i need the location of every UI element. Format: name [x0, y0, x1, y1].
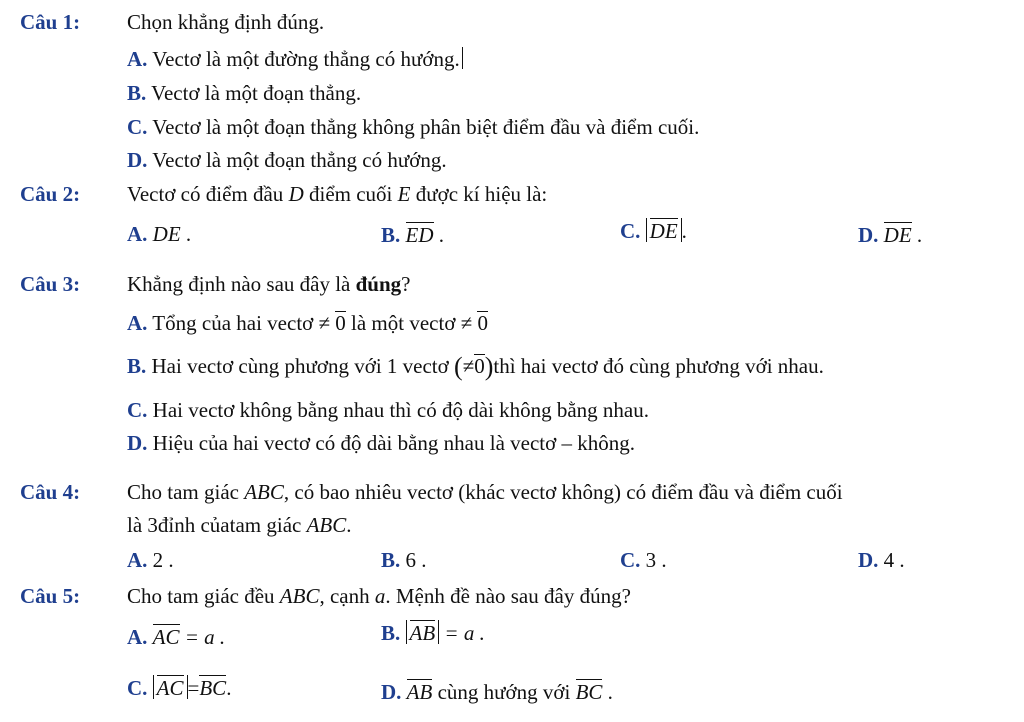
q5-option-c-label: C. [127, 676, 148, 700]
q5-option-c-rest: . [226, 676, 232, 700]
q3-option-d-label: D. [127, 431, 148, 455]
q4-option-c-label: C. [620, 548, 641, 572]
q5-option-c [127, 675, 231, 701]
q3-option-c [127, 398, 649, 423]
q2-stem-var-d: D [288, 182, 304, 206]
q4-option-c-text: 3 . [645, 548, 667, 572]
q3-option-b-label: B. [127, 354, 147, 378]
q5-option-b [381, 620, 485, 646]
zero-vector: 0 [474, 354, 485, 378]
q5-option-c-vector-2: BC [199, 676, 227, 700]
q3-option-d-text: Hiệu của hai vectơ có độ dài bằng nhau là vectơ – không. [152, 431, 635, 455]
q3-option-a-text-2: là một vectơ ≠ [351, 311, 473, 335]
q1-option-d-text: Vectơ là một đoạn thẳng có hướng. [152, 148, 447, 172]
q2-number: Câu 2: [20, 182, 81, 206]
q2-option-d-vector: DE [883, 223, 912, 247]
q4-option-d-text: 4 . [883, 548, 905, 572]
q3-option-b: B. Hai vectơ cùng phương với 1 vectơ (≠0)thì hai vectơ đó cùng phương với nhau. [127, 352, 824, 381]
q1-option-c [127, 115, 699, 140]
zero-vector: 0 [335, 311, 346, 335]
q4-stem [127, 480, 843, 505]
q1-stem: Chọn khẳng định đúng. [127, 10, 325, 34]
q5-option-a-label: A. [127, 625, 148, 649]
q2-option-c-label: C. [620, 219, 641, 243]
zero-vector: 0 [477, 311, 488, 335]
q1-option-c-text: Vectơ là một đoạn thẳng không phân biệt điểm đầu và điểm cuối. [152, 115, 700, 139]
q4-stem-line-2 [127, 513, 352, 538]
q1-option-d-label: D. [127, 148, 148, 172]
q5-stem-text-2: , cạnh [319, 584, 370, 608]
q2-option-c-abs [646, 218, 682, 242]
q3-number: Câu 3: [20, 272, 81, 296]
q5-option-d-text: cùng hướng với [437, 680, 571, 704]
text-cursor [462, 47, 463, 69]
q4-stem2-text: là 3đỉnh củatam giác [127, 513, 302, 537]
q5-stem-var-abc: ABC [279, 584, 320, 608]
q4-number: Câu 4: [20, 480, 81, 504]
q5-option-d-label: D. [381, 680, 402, 704]
q3-option-c-text: Hai vectơ không bằng nhau thì có độ dài không bằng nhau. [152, 398, 650, 422]
q4-option-d [858, 548, 905, 573]
q2-stem-var-e: E [397, 182, 411, 206]
q2-option-d-label: D. [858, 223, 879, 247]
q4-stem-text-2: , có bao nhiêu vectơ (khác vectơ không) có điểm đầu và điểm cuối [283, 480, 843, 504]
q1-number: Câu 1: [20, 10, 81, 34]
q5-stem-var-a: a [374, 584, 386, 608]
q5-option-a-rest: = a . [184, 625, 226, 649]
q2-option-b-label: B. [381, 223, 401, 247]
q1-option-c-label: C. [127, 115, 148, 139]
q5-number: Câu 5: [20, 584, 81, 608]
q5-option-d-rest: . [607, 680, 613, 704]
q2-stem-text-3: được kí hiệu là: [415, 182, 548, 206]
q4-option-b-label: B. [381, 548, 401, 572]
q4-stem2-end: . [346, 513, 352, 537]
q2-stem-text-2: điểm cuối [308, 182, 393, 206]
q3-stem-text: Khẳng định nào sau đây là [127, 272, 351, 296]
q4-option-c [620, 548, 667, 573]
q5-option-c-eq: = [187, 676, 200, 700]
q1-option-a-text: Vectơ là một đường thẳng có hướng. [152, 47, 460, 71]
q3-option-a [127, 311, 488, 336]
q3-option-a-label: A. [127, 311, 148, 335]
q5-stem [127, 584, 631, 609]
q2-option-d: D. DE . [858, 223, 923, 247]
q3-stem [127, 272, 411, 297]
q2-option-c: C. DE . [620, 219, 687, 243]
q5-option-c-vector-1: AC [156, 676, 184, 700]
q3-option-d [127, 431, 635, 456]
q4-option-a-label: A. [127, 548, 148, 572]
q2-option-a-math: DE [152, 222, 181, 246]
q2-stem-text-1: Vectơ có điểm đầu [127, 182, 284, 206]
q3-stem-bold: đúng [355, 272, 402, 296]
q5-option-b-rest: = a . [444, 621, 485, 645]
q5-option-a [127, 624, 225, 650]
q5-option-a-vector: AC [152, 625, 180, 649]
q4-option-b-text: 6 . [405, 548, 427, 572]
q4-stem-var: ABC [244, 480, 284, 504]
q3-option-a-text-1: Tổng của hai vectơ ≠ [152, 311, 331, 335]
q3-option-b-text-2: thì hai vectơ đó cùng phương với nhau. [493, 354, 824, 378]
q3-option-c-label: C. [127, 398, 148, 422]
q5-option-c-abs [153, 675, 188, 699]
not-equal-sign: ≠ [462, 354, 475, 378]
q5-option-d-vector-2: BC [575, 680, 603, 704]
q1-option-b [127, 81, 361, 106]
q5-option-b-abs [406, 620, 440, 644]
q1-option-b-text: Vectơ là một đoạn thẳng. [151, 81, 362, 105]
q5-stem-text-3: . Mệnh đề nào sau đây đúng? [385, 584, 631, 608]
q1-option-b-label: B. [127, 81, 147, 105]
q2-option-c-vector: DE [649, 219, 678, 243]
q4-stem-text-1: Cho tam giác [127, 480, 239, 504]
q2-option-a-label: A. [127, 222, 148, 246]
q5-option-b-label: B. [381, 621, 401, 645]
q4-option-a-text: 2 . [152, 548, 174, 572]
q3-option-b-text-1: Hai vectơ cùng phương với 1 vectơ [151, 354, 449, 378]
q1-option-a [127, 47, 463, 72]
q2-option-b: B. ED . [381, 223, 445, 247]
q5-option-b-vector: AB [409, 621, 436, 645]
q1-option-d [127, 148, 447, 173]
q4-option-b [381, 548, 427, 573]
q1-option-a-label: A. [127, 47, 148, 71]
q5-option-d-vector-1: AB [406, 680, 433, 704]
q3-stem-end: ? [401, 272, 411, 296]
q5-option-d [381, 679, 613, 705]
q5-stem-text-1: Cho tam giác đều [127, 584, 275, 608]
q4-option-d-label: D. [858, 548, 879, 572]
q2-stem [127, 182, 547, 207]
q4-stem2-var: ABC [306, 513, 347, 537]
q2-option-a: A. DE . [127, 222, 192, 246]
q4-option-a [127, 548, 174, 573]
q2-option-b-vector: ED [405, 223, 434, 247]
